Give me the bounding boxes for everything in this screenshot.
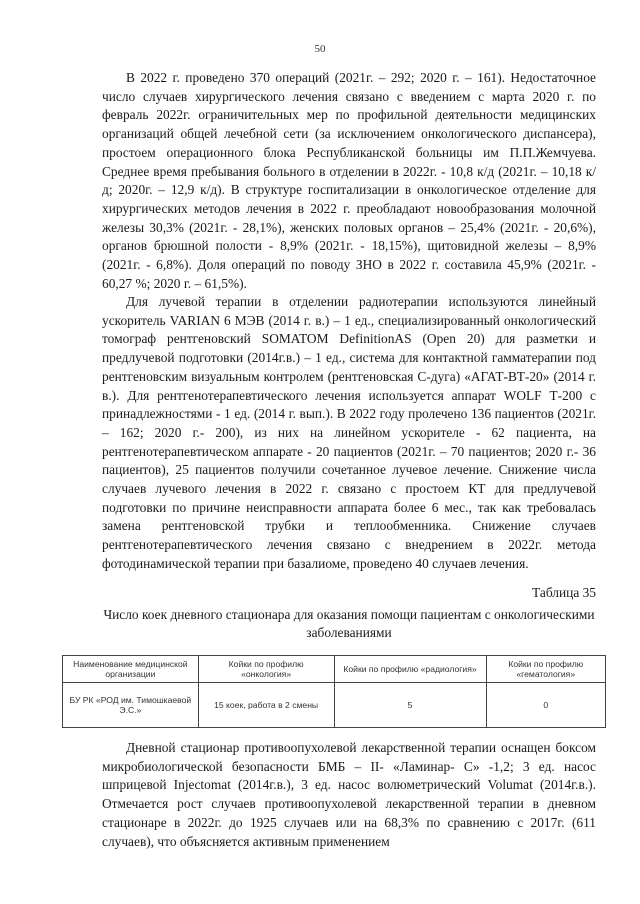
day-hospital-beds-table xyxy=(62,655,606,728)
header-radiology: Койки по профилю «радиология» xyxy=(334,656,486,683)
cell-hematology: 0 xyxy=(486,683,605,728)
table-row xyxy=(63,683,606,728)
page-number: 50 xyxy=(314,43,326,55)
header-organization: Наименование медицинской организации xyxy=(63,656,199,683)
paragraph-radiotherapy-text: Для лучевой терапии в отделении радиотерапии используются линейный ускоритель VARIAN 6 МЭВ (2014 г. в.) – 1 ед., специализированный онкологический томограф рентгеновский SOMATOM DefinitionAS (Open 20) для разметки и предлучевой подготовки (2014г.в.) – 1 ед., система для контактной гамматерапии под рентгеновским визуальным контролем (рентгеновская С-дуга) «АГАТ-ВТ-20» (2014 г. в.). Для рентгенотерапевтического лечения используется аппарат WOLF Т-200 с принадлежностями - 1 ед. (2014 г. вып.). В 2022 году пролечено 136 пациентов (2021г. – 162; 2020 г.- 200), из них на линейном ускорителе - 62 пациента, на рентгенотерапевтическом аппарате - 20 пациентов (2021г. – 70 пациентов; 2020 г.- 36 пациентов), 25 пациентов получили сочетанное лучевое лечение. Снижение числа случаев лучевого лечения в 2022 г. связано с простоем КТ для предлучевой подготовки по причине неисправности аппарата более 6 мес., так как требовалась замена рентгеновской трубки и теплообменника. Снижение случаев рентгенотерапевтического лечения связано с внедрением в 2022г. метода фотодинамической терапии при базалиоме, проведено 40 случаев лечения. xyxy=(102,294,596,571)
table-caption: Таблица 35 xyxy=(532,585,596,600)
cell-radiology: 5 xyxy=(334,683,486,728)
header-hematology: Койки по профилю «гематология» xyxy=(486,656,605,683)
paragraph-day-hospital-text: Дневной стационар противоопухолевой лекарственной терапии оснащен боксом микробиологической безопасности БМБ – II- «Ламинар- С» -1,2; 3 ед. насос шприцевой Injectomat (2014г.в.), 3 ед. насос волюметрический Volumat (2014г.в.). Отмечается рост случаев противоопухолевой лекарственной терапии в дневном стационаре в 2022г. до 1925 случаев или на 68,3% по сравнению с 2017г. (611 случаев), что объясняется активным применением xyxy=(102,740,596,849)
cell-oncology: 15 коек, работа в 2 смены xyxy=(198,683,334,728)
table-title: Число коек дневного стационара для оказания помощи пациентам с онкологическими заболеваниями xyxy=(103,607,595,640)
paragraph-surgery-text: В 2022 г. проведено 370 операций (2021г. – 292; 2020 г. – 161). Недостаточное число случаев хирургического лечения связано с введением с марта 2020 г. по февраль 2022г. ограничительных мер по профильной деятельности медицинских организаций общей лечебной сети (за исключением онкологического диспансера), простоем операционного блока Республиканской больницы им П.П.Жемчуева. Среднее время пребывания больного в отделении в 2022г. - 10,8 к/д (2021г. – 10,18 к/д; 2020г. – 12,9 к/д). В структуре госпитализации в онкологическое отделение для хирургических методов лечения в 2022 г. преобладают новообразования молочной железы 30,3% (2021г. - 28,1%), женских половых органов – 25,4% (2021г. - 20,6%), органов брюшной полости - 8,9% (2021г. - 18,15%), щитовидной железы – 8,9% (2021г. - 6,8%). Доля операций по поводу ЗНО в 2022 г. составила 45,9% (2021г. - 60,27 %; 2020 г. – 61,5%). xyxy=(102,70,596,291)
paragraph-surgery xyxy=(102,69,596,293)
cell-organization: БУ РК «РОД им. Тимошкаевой Э.С.» xyxy=(63,683,199,728)
paragraph-radiotherapy xyxy=(102,293,596,574)
paragraph-day-hospital xyxy=(102,739,596,851)
table-header-row xyxy=(63,656,606,683)
header-oncology: Койки по профилю «онкология» xyxy=(198,656,334,683)
